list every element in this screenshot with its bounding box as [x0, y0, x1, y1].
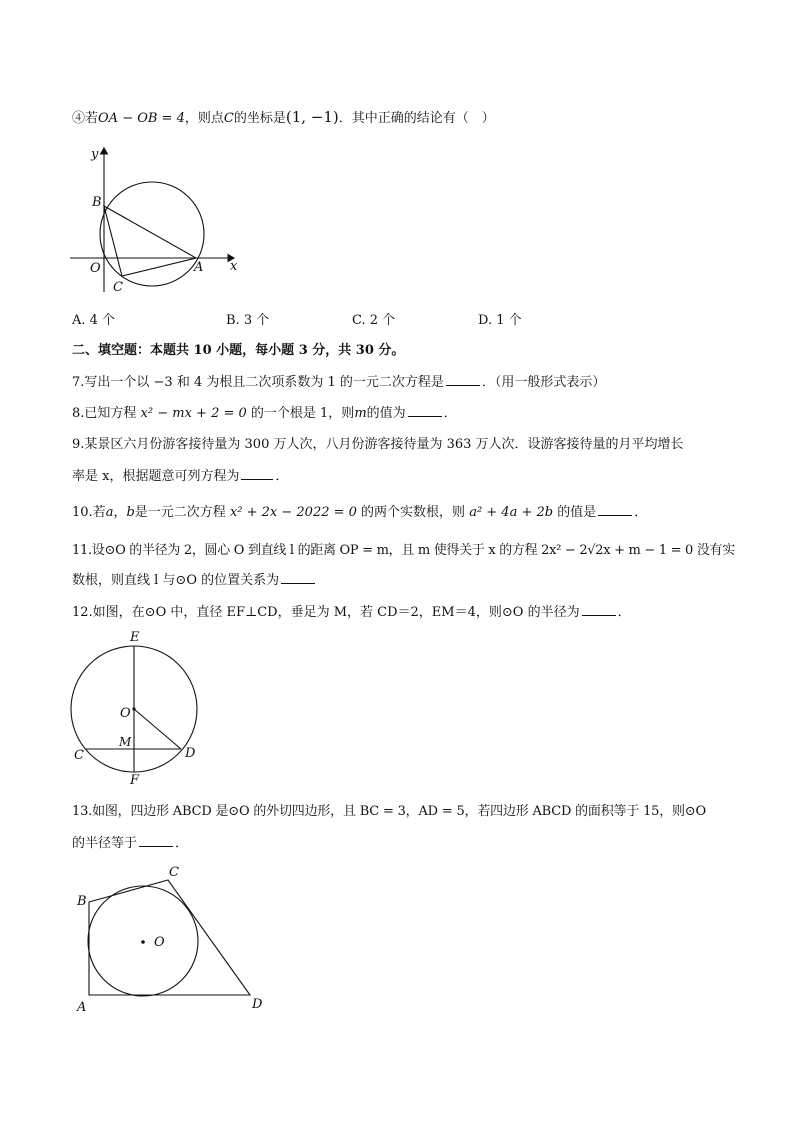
center-dot-q12 — [132, 707, 135, 710]
label-C13: C — [169, 865, 179, 880]
label-y: y — [91, 147, 99, 162]
q6-option-a: A. 4 个 — [72, 313, 116, 328]
answer-blank — [446, 373, 480, 386]
answer-blank — [582, 603, 616, 616]
radius-od — [134, 709, 181, 749]
q6-coord: (1, −1) — [285, 108, 339, 126]
label-B: B — [92, 195, 102, 210]
q6-item4: ④若OA − OB = 4，则点C的坐标是(1, −1)．其中正确的结论有（ ） — [72, 108, 495, 126]
section-2-header: 二、填空题：本题共 10 小题，每小题 3 分，共 30 分。 — [72, 343, 405, 358]
answer-blank — [241, 467, 273, 480]
label-D13: D — [252, 997, 263, 1012]
label-A13: A — [77, 1000, 87, 1015]
label-E: E — [130, 630, 140, 645]
q6-option-c: C. 2 个 — [352, 313, 396, 328]
label-O13: O — [154, 935, 165, 950]
label-O12: O — [120, 706, 131, 721]
q6-condition: OA − OB = 4 — [98, 111, 185, 126]
question-13-line1: 13.如图，四边形 ABCD 是⊙O 的外切四边形，且 BC = 3，AD = 5，若四边形 ABCD 的面积等于 15，则⊙O — [72, 804, 706, 819]
question-13-line2: 的半径等于 ． — [72, 836, 189, 851]
answer-blank — [139, 834, 173, 847]
question-7: 7.写出一个以 −3 和 4 为根且二次项系数为 1 的一元二次方程是 ．（用一般形式表示） — [72, 375, 606, 390]
answer-blank — [408, 404, 442, 417]
question-11-line1: 11.设⊙O 的半径为 2，圆心 O 到直线 l 的距离 OP = m，且 m 使得关于 x 的方程 2x² − 2√2x + m − 1 = 0 没有实 — [72, 543, 735, 558]
q6-option-b: B. 3 个 — [226, 313, 270, 328]
question-10: 10.若a，b是一元二次方程 x² + 2x − 2022 = 0 的两个实数根，则 a² + 4a + 2b 的值是 ． — [72, 505, 648, 520]
triangle-abc — [104, 206, 196, 276]
circle-q6 — [100, 182, 204, 286]
center-dot-q13 — [141, 940, 145, 944]
label-D12: D — [185, 746, 196, 761]
question-9-line1: 9.某景区六月份游客接待量为 300 万人次，八月份游客接待量为 363 万人次．设游客接待量的月平均增长 — [72, 437, 684, 452]
q6-option-d: D. 1 个 — [478, 313, 522, 328]
label-C: C — [113, 280, 123, 295]
question-8: 8.已知方程 x² − mx + 2 = 0 的一个根是 1，则m的值为 ． — [72, 406, 457, 421]
label-M: M — [119, 735, 132, 749]
question-11-line2: 数根，则直线 l 与⊙O 的位置关系为 — [72, 571, 317, 590]
label-F: F — [130, 773, 140, 788]
label-A: A — [194, 260, 204, 275]
label-C12: C — [74, 748, 84, 763]
question-12: 12.如图，在⊙O 中，直径 EF⊥CD，垂足为 M，若 CD＝2，EM＝4，则⊙O 的半径为 ． — [72, 605, 631, 620]
label-B13: B — [77, 894, 87, 909]
figure-q12 — [71, 630, 197, 788]
label-O: O — [90, 261, 101, 276]
figure-q13 — [76, 865, 263, 1015]
label-x: x — [230, 259, 238, 274]
quadrilateral-abcd — [89, 880, 250, 995]
answer-blank — [281, 571, 315, 584]
question-9-line2: 率是 x，根据题意可列方程为 ． — [72, 469, 289, 484]
answer-blank — [598, 503, 632, 516]
